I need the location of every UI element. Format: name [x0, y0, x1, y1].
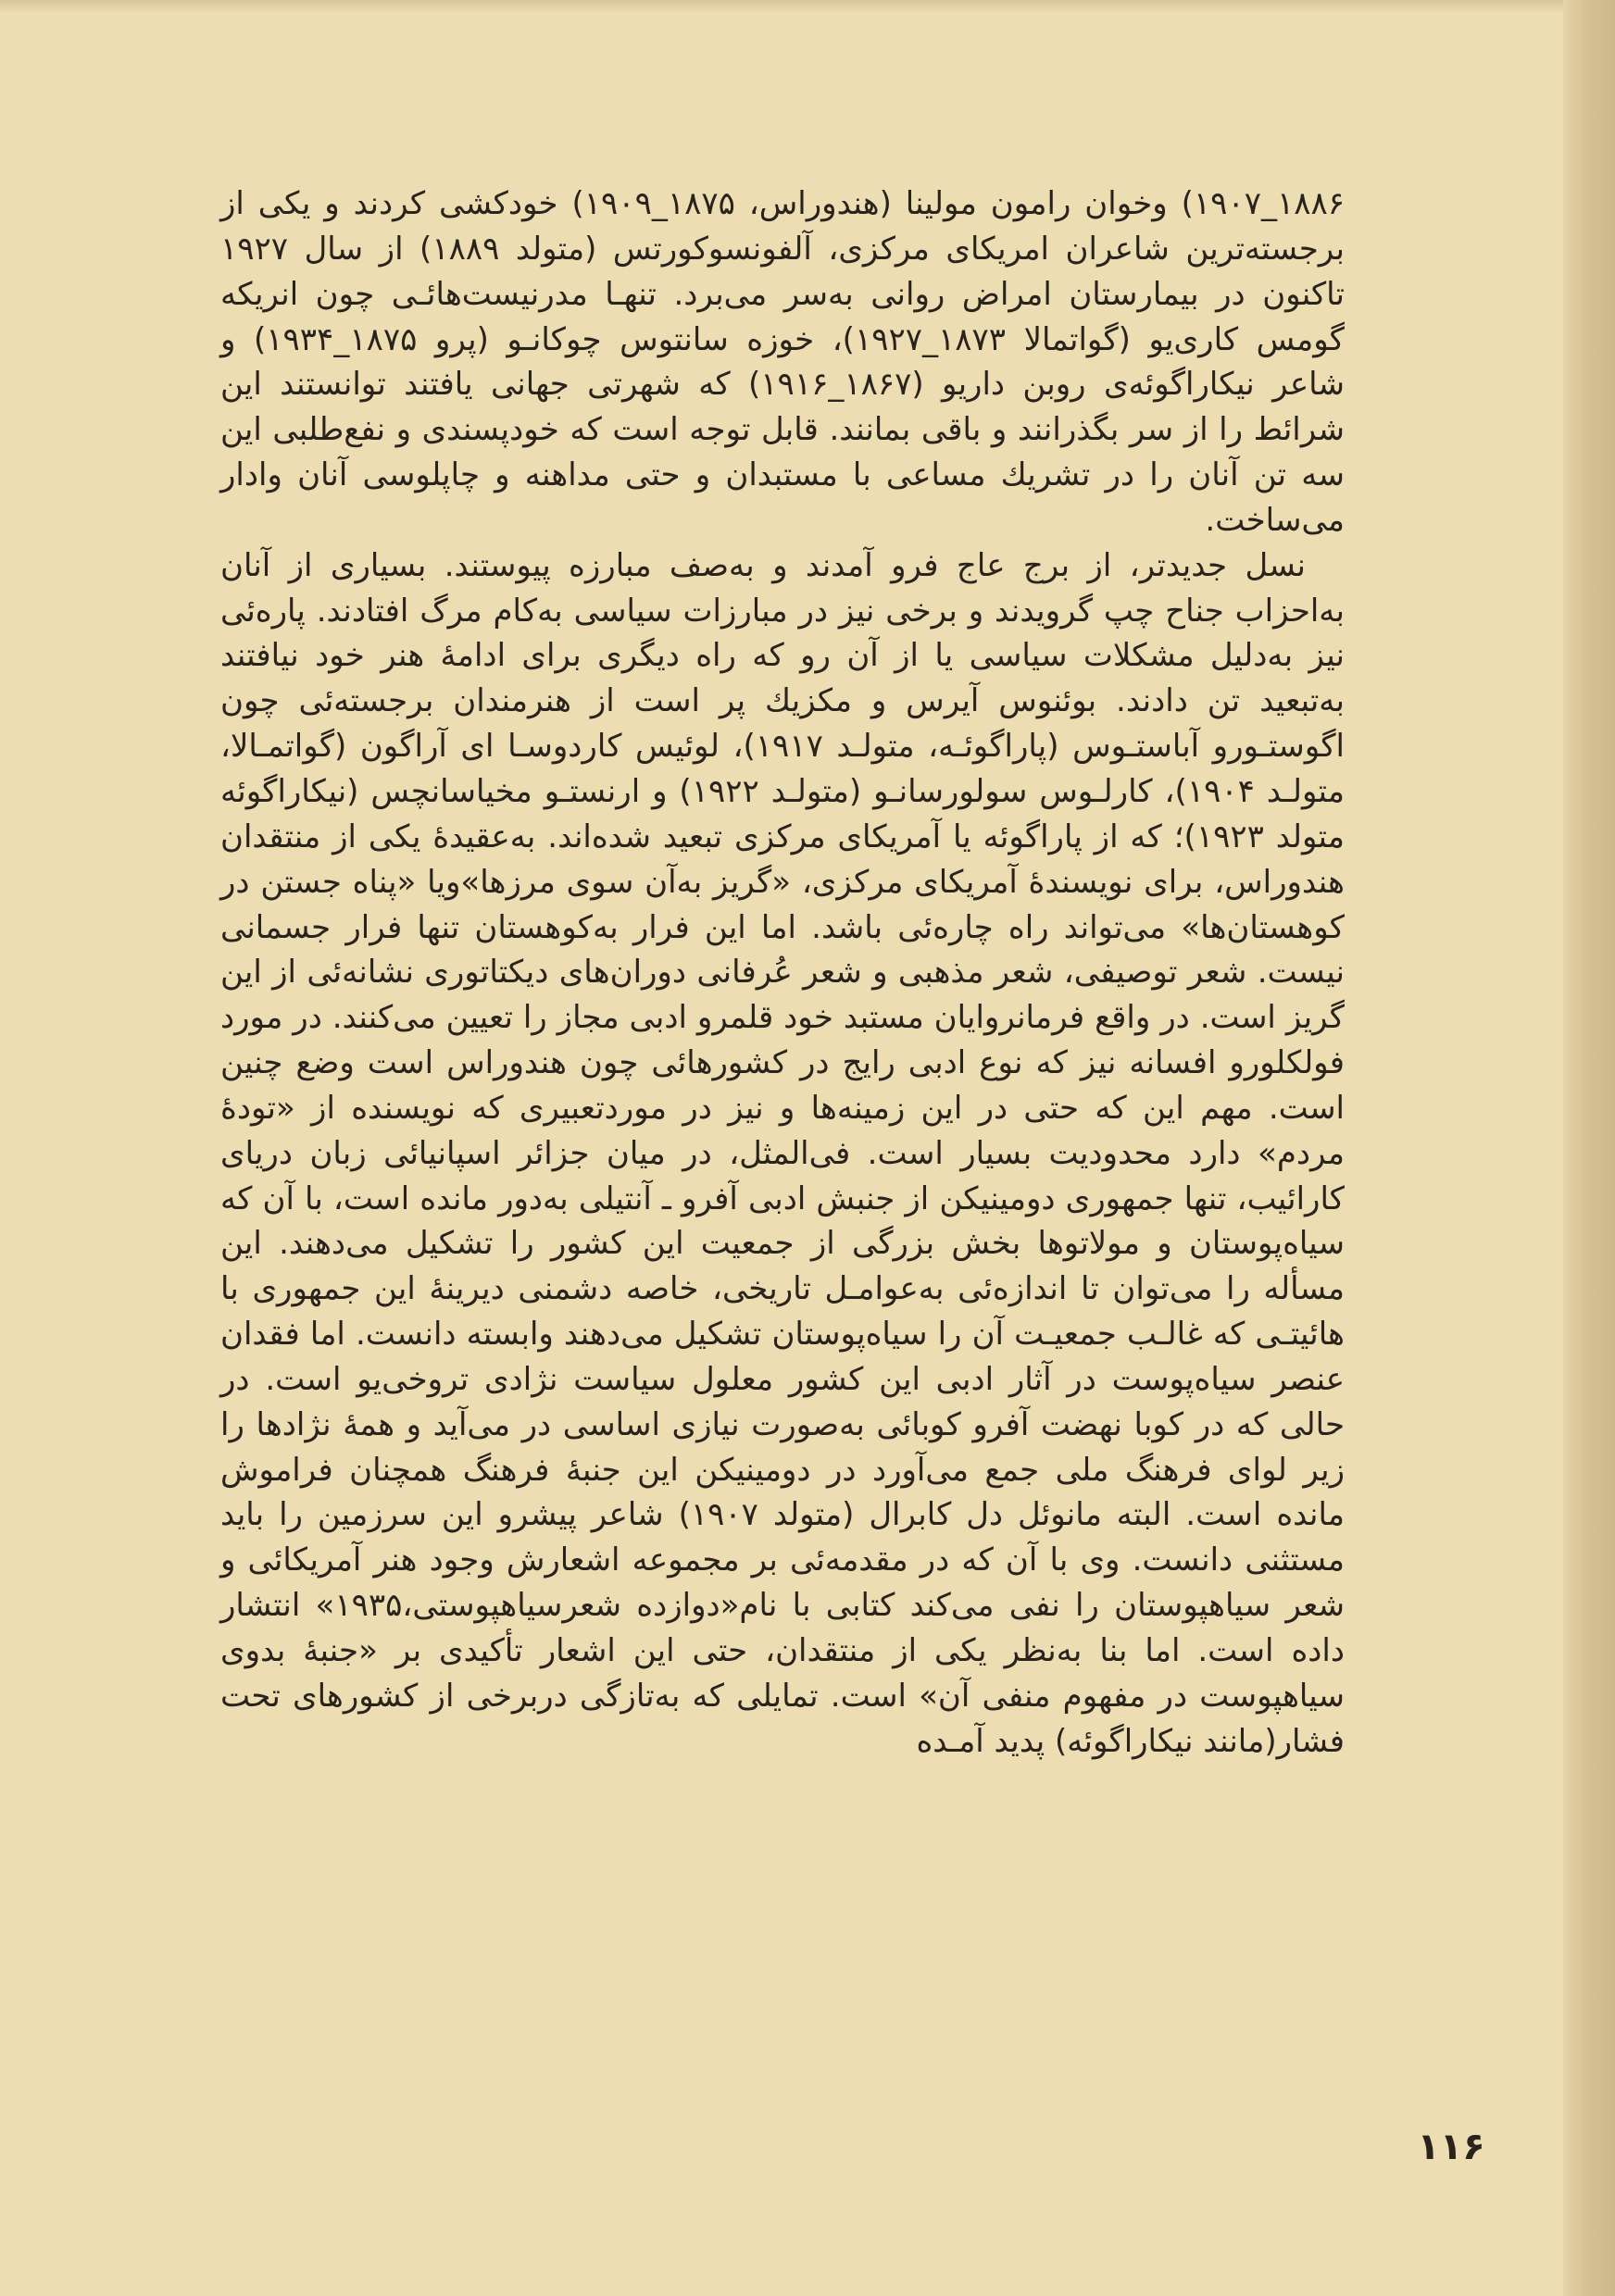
body-text — [220, 181, 1345, 1765]
page-right-edge — [1563, 0, 1615, 2296]
page-top-shadow — [0, 0, 1615, 13]
paragraph-1: ۱۸۸۶_۱۹۰۷) وخوان رامون مولینا (هندوراس، ۱۸۷۵_۱۹۰۹) خودکشی کردند و یکی از برجسته‌ترین شاعران امریکای مرکزی، آلفونسوکورتس (متولد ۱۸۸۹) از سال ۱۹۲۷ تاکنون در بیمارستان امراض روانی به‌سر می‌برد. تنهـا مدرنیست‌هائـی چون انریکه گومس کاری‌یو (گواتمالا ۱۸۷۳_۱۹۲۷)، خوزه سانتوس چوکانـو (پرو ۱۸۷۵_۱۹۳۴) و شاعر نیکاراگوئه‌ی روبن داریو (۱۸۶۷_۱۹۱۶) که شهرتی جهانی یافتند توانستند این شرائط را از سر بگذرانند و باقی بمانند. قابل توجه است که خودپسندی و نفع‌طلبی این سه تن آنان را در تشریك مساعی با مستبدان و حتی مداهنه و چاپلوسی آنان وادار می‌ساخت. — [220, 185, 1346, 539]
page-number: ۱۱۶ — [1417, 2126, 1485, 2168]
paragraph-2: نسل جدیدتر، از برج عاج فرو آمدند و به‌صف مبارزه پیوستند. بسیاری از آنان به‌احزاب جناح چپ گرویدند و برخی نیز در مبارزات سیاسی به‌کام مرگ افتادند. پاره‌ئی نیز به‌دلیل مشکلات سیاسی یا از آن رو که راه دیگری برای ادامهٔ هنر خود نیافتند به‌تبعید تن دادند. بوئنوس آیرس و مکزیك پر است از هنرمندان برجسته‌ئی چون اگوستـورو آباستـوس (پاراگوئـه، متولـد ۱۹۱۷)، لوئیس کاردوسـا ای آراگون (گواتمـالا، متولـد ۱۹۰۴)، کارلـوس سولورسانـو (متولـد ۱۹۲۲) و ارنستـو مخیاسانچس (نیکاراگوئه متولد ۱۹۲۳)؛ که از پاراگوئه یا آمریکای مرکزی تبعید شده‌اند. به‌عقیدهٔ یکی از منتقدان هندوراس، برای نویسندهٔ آمریکای مرکزی، «گریز به‌آن سوی مرزها»ویا «پناه جستن در کوهستان‌ها» می‌تواند راه چاره‌ئی باشد. اما این فرار به‌کوهستان تنها فرار جسمانی نیست. شعر توصیفی، شعر مذهبی و شعر عُرفانی دوران‌های دیکتاتوری نشانه‌ئی از این گریز است. در واقع فرمانروایان مستبد خود قلمرو ادبی مجاز را تعیین می‌کنند. در مورد فولکلورو افسانه نیز که نوع ادبی رایج در کشورهائی چون هندوراس است وضع چنین است. مهم این که حتی در این زمینه‌ها و نیز در موردتعبیری که نویسنده از «تودهٔ مردم» دارد محدودیت بسیار است. فی‌المثل، در میان جزائر اسپانیائی زبان دریای کارائیب، تنها جمهوری دومینیکن از جنبش ادبی آفرو ـ آنتیلی به‌دور مانده است، با آن که سیاه‌پوستان و مولاتوها بخش بزرگی از جمعیت این کشور را تشکیل می‌دهند. این مسأله را می‌توان تا اندازه‌ئی به‌عوامـل تاریخی، خاصه دشمنی دیرینهٔ این جمهوری با هائیتـی که غالـب جمعیـت آن را سیاه‌پوستان تشکیل می‌دهند وابسته دانست. اما فقدان عنصر سیاه‌پوست در آثار ادبی این کشور معلول سیاست نژادی تروخی‌یو است. در حالی که در کوبا نهضت آفرو کوبائی به‌صورت نیازی اساسی در می‌آید و همهٔ نژادها را زیر لوای فرهنگ ملی جمع می‌آورد در دومینیکن این جنبهٔ فرهنگ همچنان فراموش مانده است. البته مانوئل دل کابرال (متولد ۱۹۰۷) شاعر پیشرو این سرزمین را باید مستثنی دانست. وی با آن که در مقدمه‌ئی بر مجموعه اشعارش وجود هنر آمریکائی و شعر سیاهپوستان را نفی می‌کند کتابی با نام«دوازده شعرسیاهپوستی،۱۹۳۵» انتشار داده است. اما بنا به‌نظر یکی از منتقدان، حتی این اشعار تأکیدی بر «جنبهٔ بدوی سیاهپوست در مفهوم منفی آن» است. تمایلی که به‌تازگی دربرخی از کشورهای تحت فشار(مانند نیکاراگوئه) پدید آمـده — [220, 546, 1346, 1760]
